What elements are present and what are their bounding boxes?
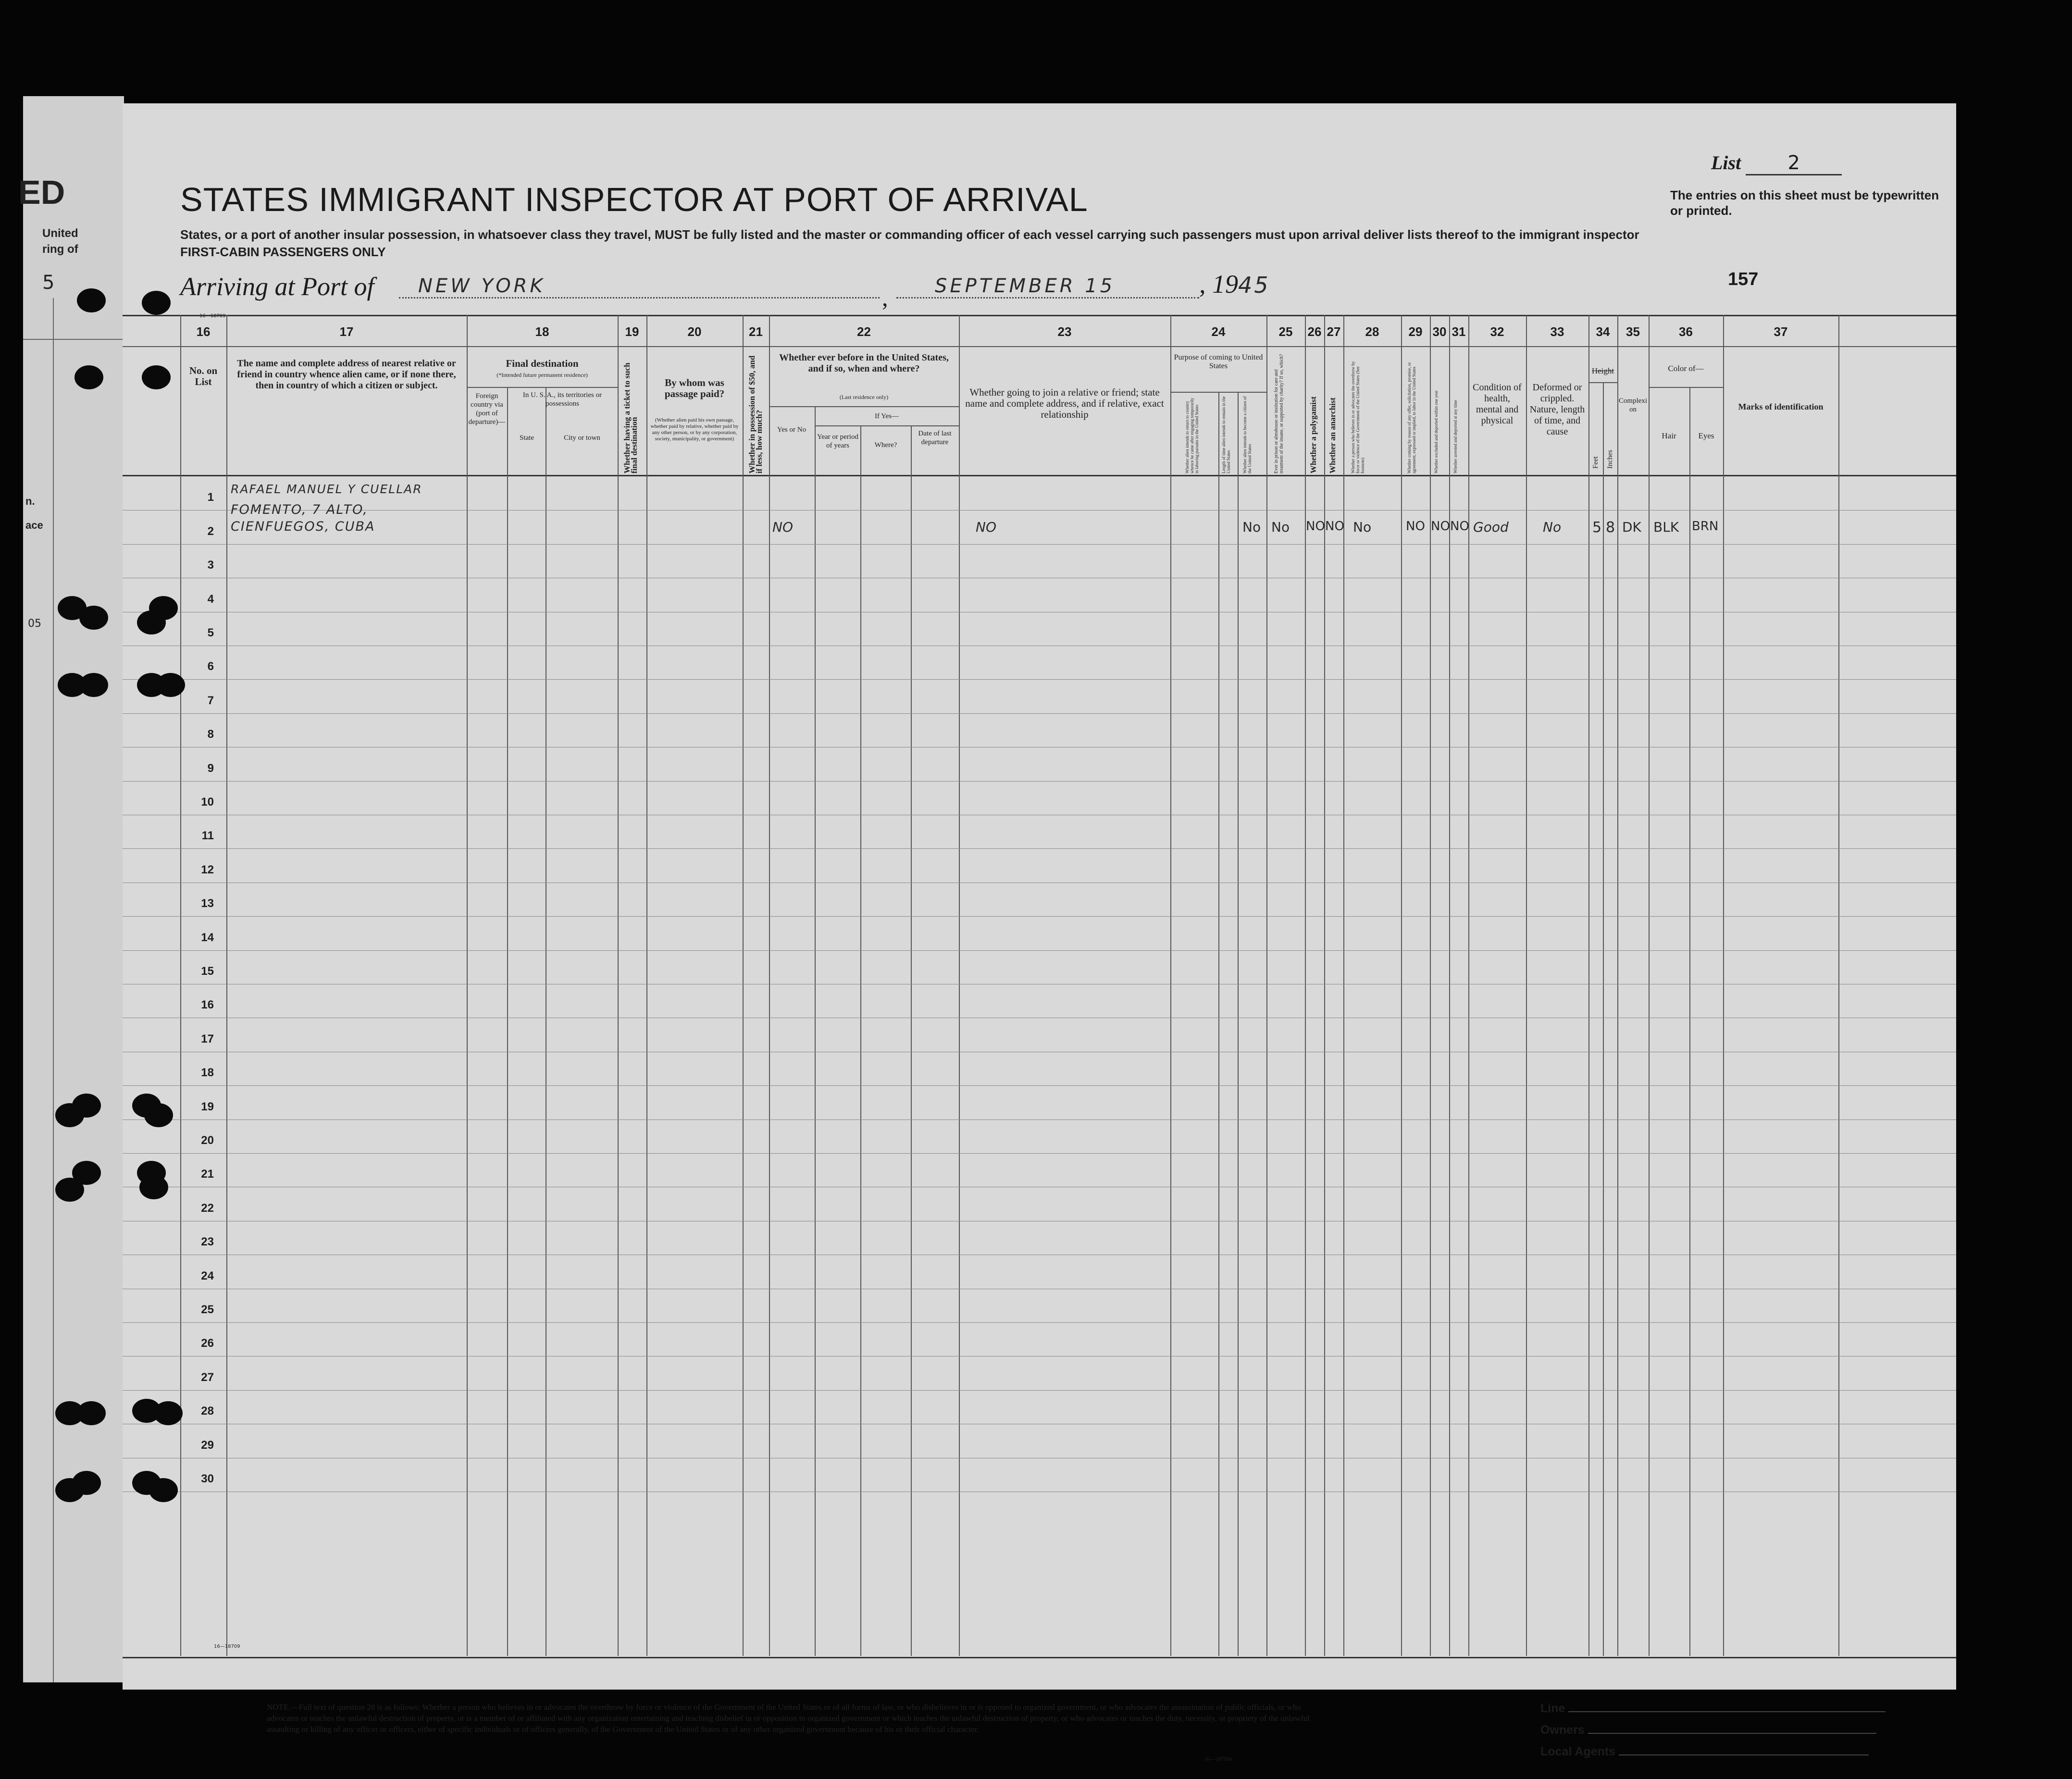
manifest-table <box>123 315 1956 1661</box>
col-header-eyes: Eyes <box>1698 431 1714 440</box>
row-divider <box>123 713 1956 714</box>
punch-hole <box>55 1178 84 1202</box>
row-number: 28 <box>201 1405 214 1418</box>
col-header-where: Where? <box>874 441 897 449</box>
prev-fragment: ED <box>18 174 65 211</box>
footer-agents-label: Local Agents <box>1540 1745 1616 1758</box>
row-divider <box>123 916 1956 917</box>
table-top-border <box>123 315 1956 316</box>
col-header-been-before: Whether ever before in the United States, and if so, when and where? <box>779 352 949 374</box>
punch-hole <box>77 1401 106 1425</box>
col-header-labor-offer: Whether coming by reason of any offer, solicitation, promise, or agreement, expressed or implied, to labor in the United States <box>1407 362 1416 473</box>
col-header-final-destination-note: (*Intended future permanent residence) <box>496 372 588 378</box>
column-number: 34 <box>1596 324 1610 339</box>
column-number: 30 <box>1432 324 1447 339</box>
row-number: 8 <box>207 728 214 741</box>
row-number: 4 <box>207 592 214 606</box>
column-number: 18 <box>535 324 549 339</box>
row-number: 6 <box>207 660 214 673</box>
column-number: 32 <box>1490 324 1504 339</box>
col-header-relative: The name and complete address of nearest relative or friend in country whence alien came, or if none there, then in country of which a citizen or subject. <box>237 358 456 391</box>
col-header-been-before-note: (Last residence only) <box>839 394 889 400</box>
row-number: 12 <box>201 863 214 876</box>
row-number: 7 <box>207 694 214 707</box>
column-number: 26 <box>1307 324 1322 339</box>
footer-line-field <box>1540 1702 1886 1716</box>
list-value: 2 <box>1746 152 1842 175</box>
cell-joining: NO <box>976 519 996 535</box>
row-number: 26 <box>201 1337 214 1350</box>
year-value: 45 <box>1238 272 1270 298</box>
page-title: STATES IMMIGRANT INSPECTOR AT PORT OF ARRIVAL <box>180 181 1088 218</box>
row-number: 1 <box>207 491 214 504</box>
footer-owners-field <box>1540 1723 1876 1737</box>
row-number: 29 <box>201 1438 214 1452</box>
cell-health: Good <box>1473 519 1509 535</box>
punch-hole <box>139 1175 168 1199</box>
punch-hole <box>74 365 103 389</box>
cell-advocate: No <box>1353 519 1372 535</box>
footnote-text: NOTE.—Full text of question 28 is as follows: Whether a person who believes in or advocates the overthrow by force or violence of the Government of the United States or of all forms of law, or who disbelieves in or is opposed to organized government, or who advocates the assassination of public officials, or who advocates or teaches the unlawful destruction of property, or is a member of or affiliated with any organization entertaining and teaching disbelief in or opposition to organized government or which teaches the unlawful destruction of property, or who advocates or teaches the duty, necessity, or propriety of the unlawful assaulting or killing of any officer or officers, either of specific individuals or of officers generally, of the Government of the United States or of any other organized government because of his or their official character. <box>267 1703 1310 1734</box>
row-number: 3 <box>207 559 214 572</box>
subtitle-line: States, or a port of another insular possession, in whatsoever class they travel, MUST be fully listed and the master or commanding officer of each vessel carrying such passengers must upon arrival deliver lists thereof to the immigrant inspector <box>180 227 1639 242</box>
column-number: 27 <box>1327 324 1341 339</box>
row-number: 20 <box>201 1134 214 1147</box>
row-divider <box>123 544 1956 545</box>
arriving-line <box>180 272 374 301</box>
row-number: 18 <box>201 1066 214 1080</box>
cell-polygamist: NO <box>1306 519 1325 534</box>
row-divider <box>123 950 1956 951</box>
footer-agents-field <box>1540 1745 1869 1759</box>
column-number: 21 <box>749 324 763 339</box>
row-number: 19 <box>201 1100 214 1113</box>
column-number: 19 <box>625 324 639 339</box>
punch-hole <box>149 1478 178 1502</box>
cell-excluded: NO <box>1431 519 1450 534</box>
punch-hole <box>142 365 171 389</box>
column-number: 29 <box>1408 324 1423 339</box>
col-header-inches: Inches <box>1606 449 1614 469</box>
column-number: 17 <box>339 324 354 339</box>
col-header-prison: Ever in prison or almshouse or institution for care and treatment of the insane, or supported by charity? If so, which? <box>1274 354 1284 473</box>
arriving-label: Arriving at Port of <box>180 272 374 301</box>
col-header-color-of: Color of— <box>1668 364 1704 373</box>
row-divider <box>123 781 1956 782</box>
row-number: 16 <box>201 998 214 1012</box>
footnote-form-number: 16—18709a <box>1204 1755 1233 1762</box>
row-number: 14 <box>201 931 214 944</box>
row-number: 15 <box>201 965 214 978</box>
row-number: 17 <box>201 1032 214 1045</box>
column-number: 22 <box>857 324 871 339</box>
cell-deformed: No <box>1543 519 1562 535</box>
list-label: List <box>1711 152 1741 174</box>
col-header-deformed: Deformed or crippled. Nature, length of time, and cause <box>1529 382 1585 437</box>
punch-hole <box>55 1103 84 1127</box>
punch-hole <box>137 610 166 634</box>
row-number: 10 <box>201 796 214 809</box>
col-header-final-destination: Final destination <box>506 358 579 369</box>
entries-note: The entries on this sheet must be typewritten or printed. <box>1670 188 1939 218</box>
bottom-form-number: 16—18709 <box>214 1644 240 1649</box>
date-value: SEPTEMBER 15 <box>935 275 1116 297</box>
punch-hole <box>77 288 106 312</box>
row-number: 13 <box>201 897 214 910</box>
relative-address: FOMENTO, 7 ALTO, <box>231 502 368 517</box>
col-header-hair: Hair <box>1662 431 1676 440</box>
manifest-sheet <box>123 103 1956 1762</box>
port-field <box>399 269 880 299</box>
col-header-passage-note: (Whether alien paid his own passage, whether paid by relative, whether paid by any other person, or by any corporation, society, municipality, or government) <box>650 417 739 442</box>
relative-name: RAFAEL MANUEL Y CUELLAR <box>231 482 422 496</box>
row-number: 27 <box>201 1370 214 1384</box>
punch-hole <box>144 1103 173 1127</box>
col-header-foreign-country: Foreign country via (port of departure)— <box>468 392 506 426</box>
prev-fragment: ace <box>25 519 43 531</box>
prev-fragment: United <box>42 227 78 240</box>
column-number: 35 <box>1626 324 1640 339</box>
col-header-years: Year or period of years <box>817 433 858 449</box>
row-number: 5 <box>207 626 214 639</box>
prev-fragment: 05 <box>28 618 41 630</box>
col-header-return-intent: Whether alien intends to return to country whence he came after engaging temporarily in laboring pursuits in the United States <box>1185 398 1199 473</box>
cell-feet: 5 <box>1592 519 1602 536</box>
col-header-last-departure: Date of last departure <box>918 430 952 446</box>
row-divider <box>123 1390 1956 1391</box>
row-number: 9 <box>207 761 214 775</box>
column-number: 25 <box>1278 324 1293 339</box>
col-header-money: Whether in possession of $50, and if less, how much? <box>747 355 764 473</box>
row-number: 22 <box>201 1201 214 1215</box>
column-number: 16 <box>196 324 211 339</box>
row-divider <box>123 1085 1956 1086</box>
sheet-number: 157 <box>1728 269 1759 289</box>
col-header-excluded: Whether excluded and deported within one year <box>1434 390 1439 473</box>
punch-hole <box>156 673 185 697</box>
port-value: NEW YORK <box>418 275 546 297</box>
punch-hole <box>142 291 171 315</box>
row-number: 24 <box>201 1269 214 1282</box>
col-header-polygamist: Whether a polygamist <box>1309 396 1318 473</box>
cell-been-before: NO <box>772 519 793 535</box>
cell-inches: 8 <box>1606 519 1615 536</box>
cell-anarchist: NO <box>1325 519 1344 534</box>
subtitle-line: FIRST-CABIN PASSENGERS ONLY <box>180 245 386 259</box>
col-header-usa: In U. S. A., its territories or possessions <box>522 391 602 408</box>
cell-citizen-intent: No <box>1242 519 1261 535</box>
punch-hole <box>79 673 108 697</box>
column-number-divider <box>123 346 1956 347</box>
col-header-marks: Marks of identification <box>1738 402 1824 411</box>
table-bottom-border <box>123 1657 1956 1658</box>
cell-labor-offer: NO <box>1406 519 1425 534</box>
cell-hair: BLK <box>1653 519 1679 535</box>
footnote <box>267 1702 1324 1762</box>
col-header-advocate: Whether a person who believes in or advocates the overthrow by force or violence of the Government of the United States (See footnote) <box>1351 361 1365 473</box>
punch-hole <box>79 606 108 630</box>
col-header-no-on-list: No. on List <box>189 365 218 387</box>
col-header-if-yes: If Yes— <box>874 412 899 420</box>
column-number: 23 <box>1057 324 1072 339</box>
punch-hole <box>154 1401 183 1425</box>
col-header-joining: Whether going to join a relative or friend; state name and complete address, and if relative, exact relationship <box>965 386 1164 420</box>
column-number: 28 <box>1365 324 1379 339</box>
col-header-purpose: Purpose of coming to United States <box>1174 353 1263 370</box>
year-prefix: , 19 <box>1199 270 1238 299</box>
relative-address: CIENFUEGOS, CUBA <box>231 519 375 534</box>
col-header-passage: By whom was passage paid? <box>664 377 725 399</box>
page-subtitle <box>180 226 1766 261</box>
row-divider <box>123 1153 1956 1154</box>
col-header-ticket: Whether having a ticket to such final destination <box>622 362 639 473</box>
row-divider <box>123 848 1956 849</box>
cell-complexion: DK <box>1622 519 1641 535</box>
col-header-height: Height <box>1591 366 1614 375</box>
column-number: 20 <box>687 324 702 339</box>
previous-sheet-edge <box>18 96 124 1682</box>
header-bottom-border <box>123 475 1956 476</box>
row-divider <box>123 679 1956 680</box>
list-number <box>1711 151 1842 175</box>
prev-fragment: n. <box>25 495 35 507</box>
column-number: 36 <box>1679 324 1693 339</box>
column-number: 24 <box>1211 324 1226 339</box>
prev-fragment: ring of <box>42 243 78 256</box>
date-field <box>896 269 1199 299</box>
cell-arrested: NO <box>1450 519 1469 534</box>
col-header-state: State <box>520 434 534 442</box>
col-header-feet: Feet <box>1592 456 1600 469</box>
year-field <box>1199 269 1270 299</box>
prev-fragment: 5 <box>42 272 55 294</box>
row-number: 11 <box>201 829 214 843</box>
column-number: 31 <box>1452 324 1466 339</box>
footer-owners-label: Owners <box>1540 1723 1585 1737</box>
column-number: 33 <box>1550 324 1564 339</box>
col-header-anarchist: Whether an anarchist <box>1328 397 1337 473</box>
row-number: 2 <box>207 524 214 538</box>
col-header-yes-no: Yes or No <box>777 426 806 434</box>
col-header-complexion: Complexion <box>1618 397 1648 413</box>
column-number: 37 <box>1774 324 1788 339</box>
comma-separator: , <box>882 284 888 311</box>
punch-hole <box>55 1478 84 1502</box>
col-header-length-stay: Length of time alien intends to remain in the United States <box>1221 396 1231 473</box>
col-header-citizen-intent: Whether alien intends to become a citizen of the United States <box>1242 396 1252 473</box>
row-number: 30 <box>201 1472 214 1485</box>
col-header-health: Condition of health, mental and physical <box>1473 382 1522 426</box>
col-header-arrested: Whether arrested and deported at any time <box>1453 400 1458 473</box>
row-divider <box>123 1322 1956 1323</box>
cell-prison: No <box>1271 519 1290 535</box>
cell-eyes: BRN <box>1692 519 1719 534</box>
footer-line-label: Line <box>1540 1702 1565 1715</box>
row-number: 21 <box>201 1168 214 1181</box>
row-number: 23 <box>201 1235 214 1249</box>
col-header-city: City or town <box>564 434 600 442</box>
row-number: 25 <box>201 1303 214 1316</box>
